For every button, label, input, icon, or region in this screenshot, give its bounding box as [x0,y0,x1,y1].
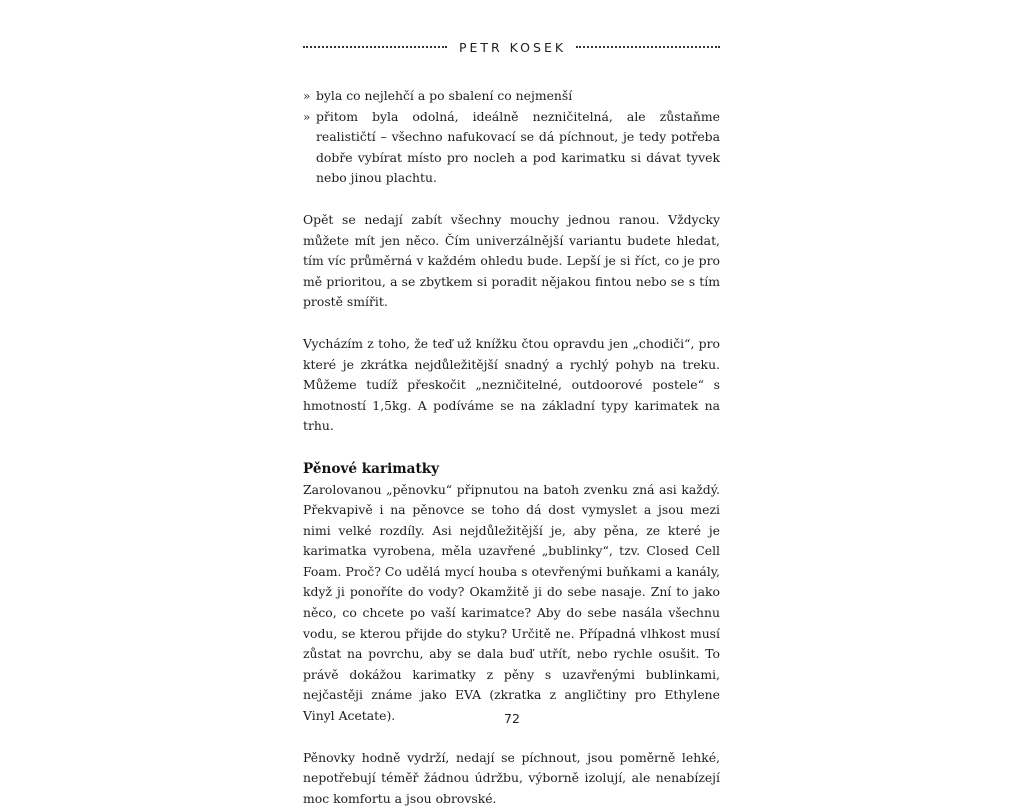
bullet-item [303,107,720,189]
body-paragraph: Opět se nedají zabít všechny mouchy jednou ranou. Vždycky můžete mít jen něco. Čím univerzálnější variantu budete hledat, tím víc průměrná v každém ohledu bude. Lepší je si říct, co je pro mě prioritou, a se zbytkem si poradit nějakou fintou nebo se s tím prostě smířit. [303,211,720,310]
running-header [303,37,720,57]
page-number: 72 [504,711,520,726]
header-rule-right [576,46,720,48]
bullet-text: přitom byla odolná, ideálně nezničitelná, ale zůstaňme realističtí – všechno nafukovací se dá píchnout, je tedy potřeba dobře vybírat místo pro nocleh a pod karimatku si dávat tyvek nebo jinou plachtu. [316,108,720,186]
body-paragraph: Pěnovky hodně vydrží, nedají se píchnout, jsou poměrně lehké, nepotřebují téměř žádnou údržbu, výborně izolují, ale nenabízejí moc komfortu a jsou obrovské. [303,749,720,806]
page-body [303,86,720,809]
body-paragraph: Vycházím z toho, že teď už knížku čtou opravdu jen „chodiči“, pro které je zkrátka nejdůležitější snadný a rychlý pohyb na treku. Můžeme tudíž přeskočit „nezničitelné, outdoorové postele“ s hmotností 1,5kg. A podíváme se na základní typy karimatek na trhu. [303,335,720,434]
section-heading: Pěnové karimatky [303,460,440,477]
bullet-list [303,86,720,189]
bullet-text: byla co nejlehčí a po sbalení co nejmenší [316,88,573,103]
bullet-item [303,86,720,107]
header-rule-left [303,46,447,48]
bullet-marker: » [303,89,311,103]
header-author: PETR KOSEK [458,39,567,55]
bullet-marker: » [303,109,311,124]
body-paragraph: Zarolovanou „pěnovku“ připnutou na batoh zvenku zná asi každý. Překvapivě i na pěnovce se toho dá dost vymyslet a jsou mezi nimi velké rozdíly. Asi nejdůležitější je, aby pěna, ze které je karimatka vyrobena, měla uzavřené „bublinky“, tzv. Closed Cell Foam. Proč? Co udělá mycí houba s otevřenými buňkami a kanály, když ji ponoříte do vody? Okamžitě ji do sebe nasaje. Zní to jako něco, co chcete po vaší karimatce? Aby do sebe nasála všechnu vodu, se kterou přijde do styku? Určitě ne. Případná vlhkost musí zůstat na povrchu, aby se dala buď utřít, nebo rychle osušit. To právě dokážou karimatky z pěny s uzavřenými bublinkami, nejčastěji známe jako EVA (zkratka z angličtiny pro Ethylene Vinyl Acetate). [303,481,720,724]
